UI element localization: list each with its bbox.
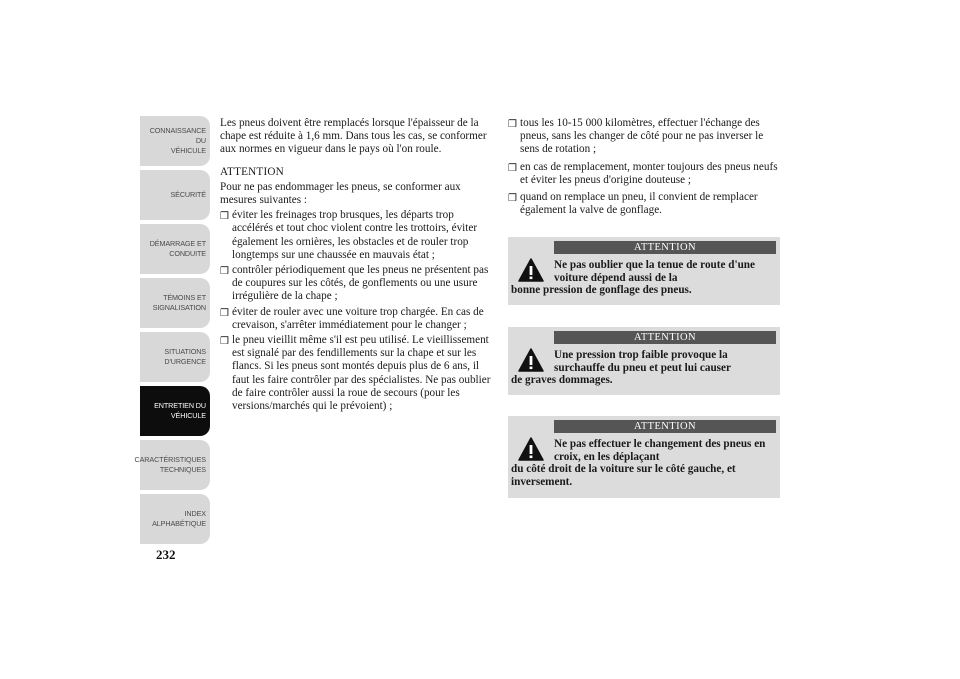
checkbox-bullet-icon: ❒ xyxy=(220,307,229,319)
list-item xyxy=(508,191,780,217)
tab-securite[interactable]: SÉCURITÉ xyxy=(140,170,210,220)
warning-box xyxy=(508,237,780,305)
list-item-text: en cas de remplacement, monter toujours des pneus neufs et éviter les pneus d'origine douteuse ; xyxy=(520,160,778,186)
warning-title: ATTENTION xyxy=(554,241,776,254)
warning-box xyxy=(508,327,780,395)
intro-paragraph: Les pneus doivent être remplacés lorsque l'épaisseur de la chape est réduite à 1,6 mm. Dans tous les cas, se conformer aux normes en vigueur dans le pays où l'on roule. xyxy=(220,117,487,156)
tab-situations-d-urgence[interactable]: SITUATIONS D'URGENCE xyxy=(140,332,210,382)
list-item xyxy=(220,209,495,262)
tab-connaissance-du-vehicule[interactable]: CONNAISSANCE DU VÉHICULE xyxy=(140,116,210,166)
list-item xyxy=(220,334,495,413)
tab-index-alphabetique[interactable]: INDEX ALPHABÉTIQUE xyxy=(140,494,210,544)
list-item xyxy=(508,117,780,157)
right-column xyxy=(508,117,780,221)
warning-box xyxy=(508,416,780,498)
checkbox-bullet-icon: ❒ xyxy=(220,336,229,348)
warning-title: ATTENTION xyxy=(554,331,776,344)
list-item-text: éviter les freinages trop brusques, les départs trop accélérés et tout choc violent contre les trottoirs, éviter également les ornières, les obstacles et de rouler trop longtemps sur une chaussée en mauvais état ; xyxy=(232,209,478,261)
tab-entretien-du-vehicule[interactable]: ENTRETIEN DU VÉHICULE xyxy=(140,386,210,436)
warning-text-rest: bonne pression de gonflage des pneus. xyxy=(511,284,692,297)
warning-text-lead: Ne pas effectuer le changement des pneus en croix, en les déplaçant xyxy=(554,438,766,463)
checkbox-bullet-icon: ❒ xyxy=(220,266,229,278)
list-item xyxy=(220,306,495,332)
list-item xyxy=(508,161,780,187)
page-number: 232 xyxy=(156,547,176,562)
lead-paragraph: Pour ne pas endommager les pneus, se conformer aux mesures suivantes : xyxy=(220,180,461,207)
warning-text-rest: de graves dommages. xyxy=(511,374,613,387)
tab-demarrage-et-conduite[interactable]: DÉMARRAGE ET CONDUITE xyxy=(140,224,210,274)
warning-text-lead: Ne pas oublier que la tenue de route d'une voiture dépend aussi de la xyxy=(554,259,755,284)
left-column xyxy=(220,117,495,415)
list-item-text: tous les 10-15 000 kilomètres, effectuer l'échange des pneus, sans les changer de côté pour ne pas inverser le sens de rotation ; xyxy=(520,117,764,156)
warning-triangle-icon xyxy=(518,348,544,372)
list-item-text: éviter de rouler avec une voiture trop chargée. En cas de crevaison, s'arrêter immédiatement pour le changer ; xyxy=(232,305,484,331)
checkbox-bullet-icon: ❒ xyxy=(508,193,517,205)
warning-text-lead: Une pression trop faible provoque la surchauffe du pneu et peut lui causer xyxy=(554,349,731,374)
warning-triangle-icon xyxy=(518,258,544,282)
warning-triangle-icon xyxy=(518,437,544,461)
warning-title: ATTENTION xyxy=(554,420,776,433)
list-item-text: contrôler périodiquement que les pneus ne présentent pas de coupures sur les côtés, de gonflements ou une usure irrégulière de la chape ; xyxy=(232,264,489,303)
list-item-text: quand on remplace un pneu, il convient de remplacer également la valve de gonflage. xyxy=(520,191,758,217)
tab-temoins-et-signalisation[interactable]: TÉMOINS ET SIGNALISATION xyxy=(140,278,210,328)
checkbox-bullet-icon: ❒ xyxy=(508,119,517,130)
checkbox-bullet-icon: ❒ xyxy=(508,162,517,174)
list-item-text: le pneu vieillit même s'il est peu utilisé. Le vieillissement est signalé par des fendillements sur la chape et sur les flancs. Si les pneus sont montés depuis plus de 6 ans, il faut les faire contrôler par des spécialistes. Ne pas oublier de faire contrôler aussi la roue de secours (pour les versions/marchés qui le prévoient) ; xyxy=(232,334,491,413)
list-item xyxy=(220,264,495,304)
checkbox-bullet-icon: ❒ xyxy=(220,211,229,223)
warning-text-rest: du côté droit de la voiture sur le côté gauche, et inversement. xyxy=(511,463,736,488)
attention-heading: ATTENTION xyxy=(220,165,284,178)
tab-caracteristiques-techniques[interactable]: CARACTÉRISTIQUES TECHNIQUES xyxy=(140,440,210,490)
